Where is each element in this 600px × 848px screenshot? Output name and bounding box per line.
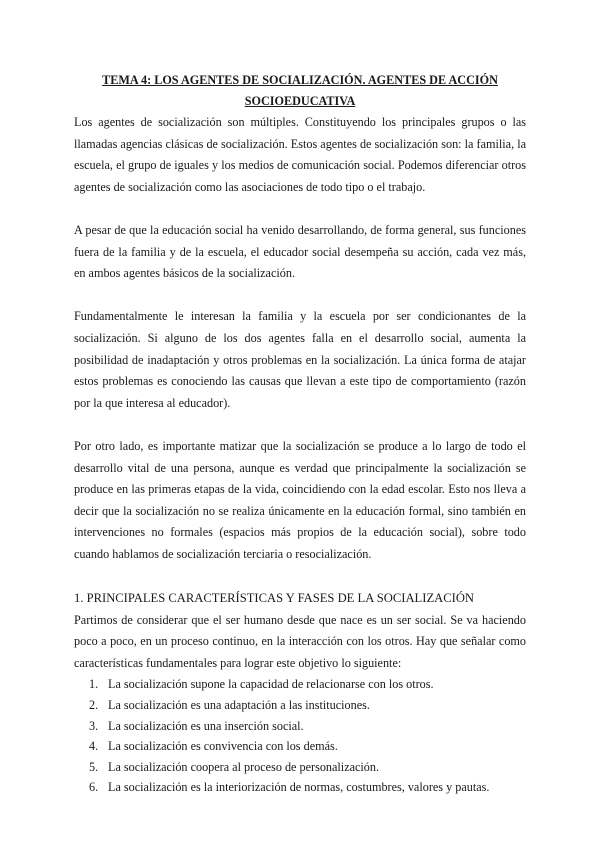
list-item-text: La socialización coopera al proceso de personalización.	[108, 759, 380, 774]
document-title-line-1: TEMA 4: LOS AGENTES DE SOCIALIZACIÓN. AGENTES DE ACCIÓN	[102, 73, 498, 87]
section-1-intro: Partimos de considerar que el ser humano desde que nace es un ser social. Se va haciendo poco a poco, en un proceso continuo, en la interacción con los otros. Hay que señalar como características fundamentales para lograr este objetivo lo siguiente:	[74, 612, 526, 670]
paragraph-4: Por otro lado, es importante matizar que la socialización se produce a lo largo de todo el desarrollo vital de una persona, aunque es verdad que principalmente la socialización se produce en las primeras etapas de la vida, coincidiendo con la edad escolar. Esto nos lleva a decir que la socialización no se realiza únicamente en la educación formal, sino también en intervenciones no formales (espacios más propios de la educación social), sobre todo cuando hablamos de socialización terciaria o resocialización.	[74, 438, 526, 561]
list-item-number: 6.	[89, 780, 99, 795]
paragraph-2: A pesar de que la educación social ha venido desarrollando, de forma general, sus funciones fuera de la familia y de la escuela, el educador social desempeña su acción, cada vez más, en ambos agentes básicos de la socialización.	[74, 222, 526, 281]
paragraph-spacer	[74, 198, 526, 220]
list-item-text: La socialización es una adaptación a las instituciones.	[108, 698, 370, 713]
paragraph-spacer	[74, 414, 526, 436]
list-item-number: 5.	[89, 759, 99, 774]
list-item	[74, 736, 526, 757]
list-item	[74, 695, 526, 716]
list-item-text: La socialización es convivencia con los demás.	[108, 739, 338, 754]
characteristics-list	[74, 674, 526, 798]
list-item	[74, 674, 526, 695]
list-item	[74, 777, 526, 798]
list-item	[74, 757, 526, 778]
paragraph-spacer	[74, 565, 526, 587]
list-item-number: 2.	[89, 698, 99, 713]
list-item	[74, 716, 526, 737]
document-title-line-2: SOCIOEDUCATIVA	[244, 94, 356, 108]
list-item-number: 1.	[89, 677, 99, 692]
list-item-number: 4.	[89, 739, 99, 754]
list-item-number: 3.	[89, 718, 99, 733]
list-item-text: La socialización es la interiorización de normas, costumbres, valores y pautas.	[108, 780, 490, 795]
paragraph-spacer	[74, 285, 526, 307]
paragraph-3: Fundamentalmente le interesan la familia y la escuela por ser condicionantes de la socialización. Si alguno de los dos agentes falla en el desarrollo social, aumenta la posibilidad de inadaptación y otros problemas en la socialización. La única forma de atajar estos problemas es conociendo las causas que llevan a este tipo de comportamiento (razón por la que interesa al educador).	[74, 309, 526, 410]
list-item-text: La socialización es una inserción social.	[108, 718, 304, 733]
paragraph-1: Los agentes de socialización son múltiples. Constituyendo los principales grupos o las llamadas agencias clásicas de socialización. Estos agentes de socialización son: la familia, la escuela, el grupo de iguales y los medios de comunicación social. Podemos diferenciar otros agentes de socialización como las asociaciones de todo tipo o el trabajo.	[74, 115, 526, 194]
section-1-heading: 1. PRINCIPALES CARACTERÍSTICAS Y FASES DE LA SOCIALIZACIÓN	[74, 591, 475, 606]
document-page	[74, 70, 526, 798]
list-item-text: La socialización supone la capacidad de relacionarse con los otros.	[108, 677, 434, 692]
